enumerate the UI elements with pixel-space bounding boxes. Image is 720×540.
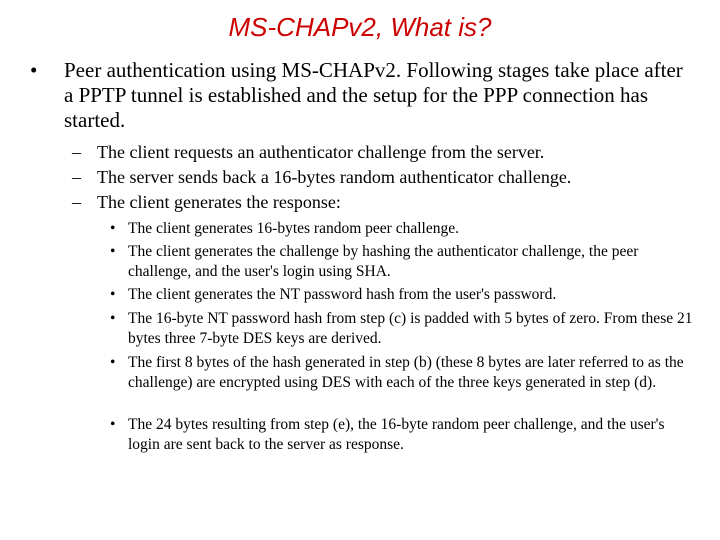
dash-marker: –: [72, 192, 81, 212]
bullet-marker: •: [30, 58, 38, 82]
bullet-marker: •: [110, 220, 116, 237]
response-step-e: [110, 353, 700, 393]
stage-item-2: [72, 166, 712, 188]
response-step-f: [110, 415, 700, 455]
main-bullet-text: Peer authentication using MS-CHAPv2. Following stages take place after a PPTP tunnel is established and the setup for the PPP connection has started.: [64, 58, 683, 132]
bullet-marker: •: [110, 286, 116, 303]
stage-text: The server sends back a 16-bytes random authenticator challenge.: [97, 167, 572, 187]
stage-text: The client generates the response:: [97, 192, 341, 212]
response-step-text: The client generates 16-bytes random peer challenge.: [128, 220, 459, 237]
stage-item-3: [72, 191, 712, 213]
response-step-d: [110, 309, 700, 349]
response-step-text: The client generates the challenge by hashing the authenticator challenge, the peer challenge, and the user's login using SHA.: [128, 243, 639, 280]
response-step-text: The 16-byte NT password hash from step (c) is padded with 5 bytes of zero. From these 21 bytes three 7-byte DES keys are derived.: [128, 310, 693, 347]
response-step-text: The first 8 bytes of the hash generated in step (b) (these 8 bytes are later referred to as the challenge) are encrypted using DES with each of the three keys generated in step (d).: [128, 354, 684, 391]
bullet-marker: •: [110, 354, 116, 371]
stage-text: The client requests an authenticator challenge from the server.: [97, 142, 545, 162]
response-step-text: The client generates the NT password hash from the user's password.: [128, 286, 557, 303]
bullet-marker: •: [110, 310, 116, 327]
dash-marker: –: [72, 167, 81, 187]
bullet-marker: •: [110, 416, 116, 433]
response-step-b: [110, 242, 700, 282]
dash-marker: –: [72, 142, 81, 162]
main-bullet: [30, 58, 690, 133]
stage-item-1: [72, 141, 712, 163]
response-step-a: [110, 219, 700, 239]
response-step-c: [110, 285, 700, 305]
response-step-text: The 24 bytes resulting from step (e), the 16-byte random peer challenge, and the user's login are sent back to the server as response.: [128, 416, 665, 453]
slide-title: MS-CHAPv2, What is?: [228, 12, 492, 42]
bullet-marker: •: [110, 243, 116, 260]
